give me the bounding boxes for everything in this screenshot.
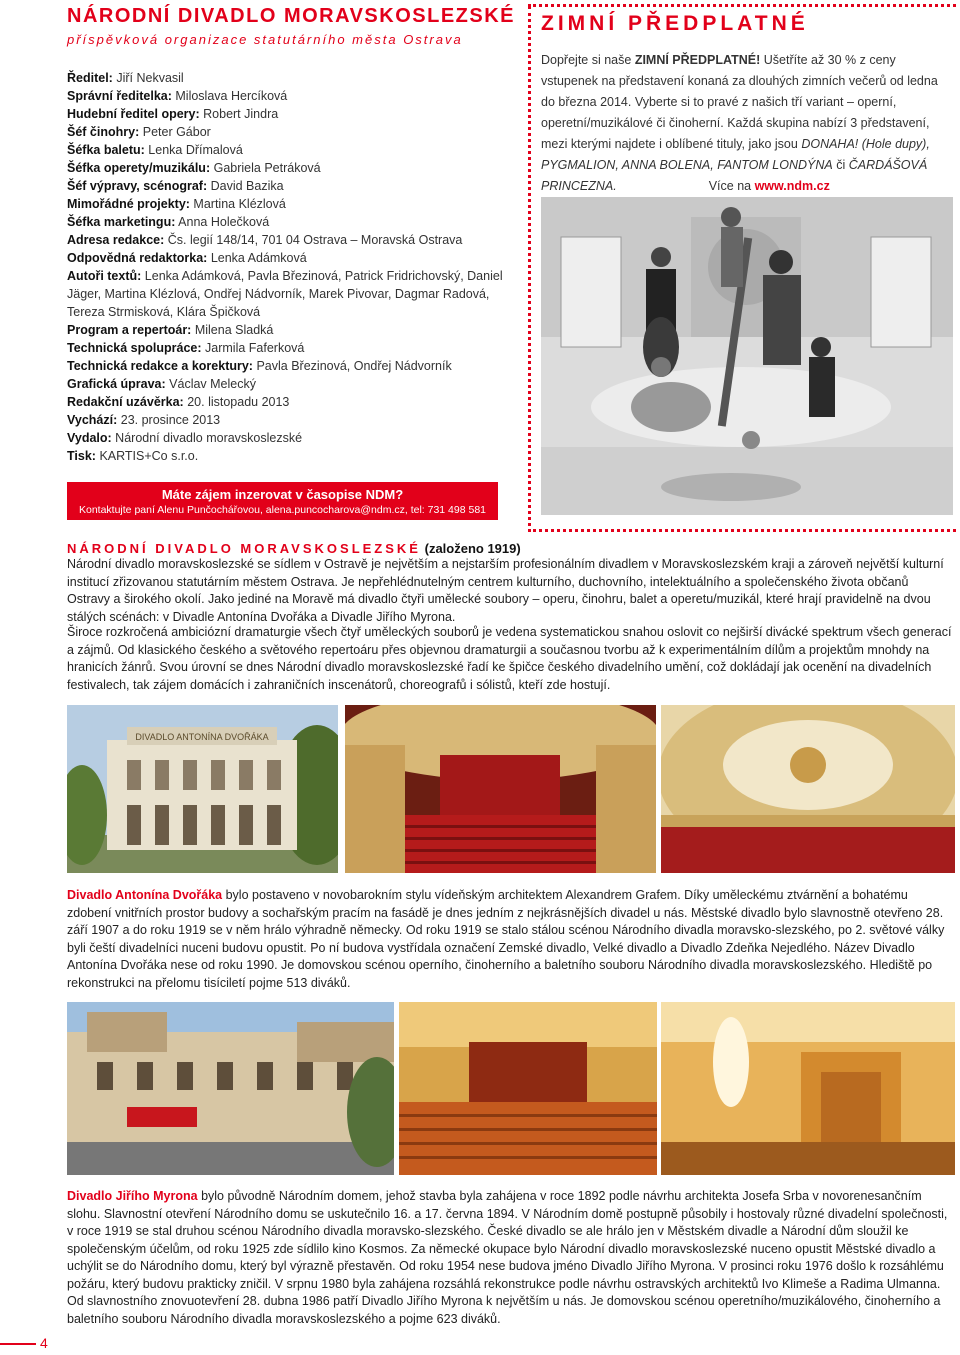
staff-row: [67, 69, 517, 87]
staff-label: Šéf činohry:: [67, 125, 140, 139]
dad-name: Divadlo Antonína Dvořáka: [67, 888, 223, 902]
staff-value: Václav Melecký: [169, 377, 256, 391]
intro-paragraph-1: Národní divadlo moravskoslezské se sídlem v Ostravě je největším a nejstarším profesionálním divadlem v Moravskoslezském kraji a zároveň největší kulturní institucí zřizovanou statutárním městem Ostrava. Je nepřehlédnutelným centrem kulturního, duchovního, intelektuálního a společenského života občanů Ostravy a širokého okolí. Jako jediné na Moravě má divadlo čtyři umělecké soubory – operu, činohru, balet a operetu/muzikál, které hrají pravidelně na dvou stálých scénách: v Divadle Antonína Dvořáka a Divadle Jiřího Myrona.: [67, 557, 944, 624]
staff-row: [67, 411, 517, 429]
dad-building-photo: [67, 705, 338, 873]
staff-value: Gabriela Petráková: [213, 161, 321, 175]
ad-contact: Kontaktujte paní Alenu Punčochářovou, alena.puncocharova@ndm.cz, tel: 731 498 581: [78, 504, 487, 516]
intro-paragraph-2: Široce rozkročená ambiciózní dramaturgie všech čtyř uměleckých souborů je vedena systematickou snahou oslovit co nejširší divácké spektrum všech generací a zájmů. Od klasického českého a světového repertoáru přes objevnou dramaturgii a současnou tvorbu až k experimentálním dílům a projektům mnohdy na hranicích žánrů. Svou úrovní se dnes Národní divadlo moravskoslezské řadí ke špičce českého divadelního umění, což dokládají jak ocenění na divadelních festivalech, tak zájem domácích i zahraničních inscenátorů, choreografů i sólistů, kteří zde hostují.: [67, 625, 952, 692]
djm-body: bylo původně Národním domem, jehož stavba byla zahájena v roce 1892 podle návrhu architekta Josefa Srba v novorenesančním slohu. Slavnostní otevření Národního domu se uskutečnilo 16. a 17. června 1894. V Národním domě postupně působily i hostovaly různé divadelní společnosti, v roce 1919 se stal druhou scénou Národního divadla moravsko-slezského. České divadlo se ale hrálo jen v Městském divadle a Národní dům sloužil ke společenským účelům, od roku 1925 zde sídlilo kino Kosmos. Za německé okupace bylo Národní divadlo moravskoslezské nuceno opustit Městské divadlo a uchýlit se do Národního domu, který byl výrazně přestavěn. Od roku 1954 nese budova jméno Divadlo Jiřího Myrona. V prosinci roku 1976 došlo k rozsáhlému požáru, který budovu prakticky zničil. V srpnu 1980 byla zahájena rozsáhlá rekonstrukce podle návrhu ostravských architektů Ivo Klimeše a Radima Ulmanna. Od slavnostního znovuotevření 28. dubna 1986 patří Divadlo Jiřího Myrona k největším u nás. Je domovskou scénou operetního/muzikálového, činoherního a baletního souboru Národního divadla moravskoslezského a pojme 623 diváků.: [67, 1189, 948, 1326]
winter-text-1: Dopřejte si naše: [541, 53, 635, 67]
page-subtitle: příspěvková organizace statutárního města Ostrava: [67, 32, 463, 47]
staff-row: [67, 375, 517, 393]
staff-label: Mimořádné projekty:: [67, 197, 190, 211]
staff-label: Šéf výpravy, scénograf:: [67, 179, 208, 193]
page-number: 4: [40, 1335, 48, 1351]
winter-highlight: ZIMNÍ PŘEDPLATNÉ!: [634, 53, 761, 67]
staff-value: Milena Sladká: [194, 323, 274, 337]
staff-label: Adresa redakce:: [67, 233, 165, 247]
dad-building-sign: DIVADLO ANTONÍNA DVOŘÁKA: [135, 732, 269, 742]
staff-label: Technická spolupráce:: [67, 341, 202, 355]
staff-value: Lenka Adámková, Pavla Březinová, Patrick Fridrichovský, Daniel Jäger, Martina Klézlová, Ondřej Nádvorník, Marek Pivovar, Dagmar Radová, Tereza Strmisková, Klára Špičková: [67, 269, 503, 319]
staff-row: [67, 87, 517, 105]
staff-label: Redakční uzávěrka:: [67, 395, 184, 409]
ad-headline: Máte zájem inzerovat v časopise NDM?: [161, 487, 404, 502]
staff-row: [67, 267, 517, 321]
staff-row: [67, 357, 517, 375]
staff-value: Jiří Nekvasil: [116, 71, 184, 85]
winter-text: [541, 50, 953, 197]
advertising-box: [67, 482, 498, 520]
staff-row: [67, 105, 517, 123]
staff-value: 23. prosince 2013: [120, 413, 221, 427]
staff-label: Hudební ředitel opery:: [67, 107, 200, 121]
page-title: NÁRODNÍ DIVADLO MORAVSKOSLEZSKÉ: [67, 5, 515, 27]
ensemble-photo: [541, 197, 953, 515]
winter-titles: DONAHA! (Hole dupy), PYGMALION, ANNA BOLENA, FANTOM LONDÝNA: [541, 137, 930, 172]
staff-label: Program a repertoár:: [67, 323, 192, 337]
staff-row: [67, 123, 517, 141]
staff-row: [67, 429, 517, 447]
section-name: NÁRODNÍ DIVADLO MORAVSKOSLEZSKÉ: [67, 541, 421, 556]
staff-label: Grafická úprava:: [67, 377, 166, 391]
staff-label: Šéfka baletu:: [67, 143, 145, 157]
staff-value: Lenka Adámková: [210, 251, 307, 265]
staff-value: Čs. legií 148/14, 701 04 Ostrava – Moravská Ostrava: [167, 233, 463, 247]
staff-label: Autoři textů:: [67, 269, 142, 283]
staff-row: [67, 159, 517, 177]
staff-label: Šéfka marketingu:: [67, 215, 176, 229]
staff-list: [67, 69, 517, 465]
staff-value: KARTIS+Co s.r.o.: [99, 449, 199, 463]
staff-row: [67, 249, 517, 267]
winter-text-3: či: [832, 158, 849, 172]
staff-label: Technická redakce a korektury:: [67, 359, 253, 373]
staff-value: Národní divadlo moravskoslezské: [115, 431, 303, 445]
staff-label: Šéfka operety/muzikálu:: [67, 161, 211, 175]
staff-row: [67, 177, 517, 195]
djm-building-photo: [67, 1002, 394, 1175]
staff-value: Martina Klézlová: [193, 197, 286, 211]
djm-auditorium-photo: [399, 1002, 657, 1175]
staff-label: Odpovědná redaktorka:: [67, 251, 208, 265]
staff-value: 20. listopadu 2013: [187, 395, 290, 409]
staff-value: Lenka Dřímalová: [148, 143, 243, 157]
dad-body: bylo postaveno v novobarokním stylu vídeňským architektem Alexandrem Grafem. Díky uměleckému ztvárnění a bohatému zdobení vnitřních prostor budovy a sochařským pracím na fasádě je dnes jedním z nejkrásnějších divadel u nás. Městské divadlo bylo slavnostně otevřeno 28. září 1907 a do roku 1919 se v něm hrálo výhradně německy. Od roku 1919 se stalo stálou scénou Národního divadla moravsko-slezského, po 2. světové války byli čeští divadelníci nuceni budovu opustit. Po ní budova vystřídala označení Zemské divadlo, Velké divadlo a Divadlo Zdeňka Nejedlého. Název Divadlo Antonína Dvořáka nese od roku 1990. Je domovskou scénou operního, činoherního a baletního souboru Národního divadla moravskoslezského. Hlediště po rekonstrukci na přelomu tisíciletí pojme 513 diváků.: [67, 888, 945, 990]
winter-box-divider: [528, 6, 531, 526]
staff-value: Pavla Březinová, Ondřej Nádvorník: [256, 359, 452, 373]
winter-text-2: Ušetříte až 30 % z ceny vstupenek na představení konaná za dlouhých zimních večerů od ledna do března 2014. Vyberte si to pravé z našich tří variant – operní, operetní/muzikálové či činoherní. Každá skupina nabízí 3 představení, mezi kterými najdete i oblíbené tituly, jako jsou: [541, 53, 938, 151]
djm-description: [67, 1188, 953, 1328]
staff-row: [67, 339, 517, 357]
staff-label: Ředitel:: [67, 71, 113, 85]
dad-description: [67, 887, 953, 992]
staff-row: [67, 195, 517, 213]
staff-value: Robert Jindra: [203, 107, 279, 121]
staff-row: [67, 231, 517, 249]
staff-value: Peter Gábor: [142, 125, 211, 139]
djm-name: Divadlo Jiřího Myrona: [67, 1189, 198, 1203]
staff-row: [67, 393, 517, 411]
section-heading: [67, 541, 521, 556]
staff-label: Vydalo:: [67, 431, 112, 445]
staff-label: Tisk:: [67, 449, 96, 463]
staff-label: Vychází:: [67, 413, 118, 427]
staff-value: David Bazika: [210, 179, 284, 193]
dad-ceiling-photo: [661, 705, 955, 873]
staff-row: [67, 447, 517, 465]
staff-row: [67, 321, 517, 339]
winter-more: Více na: [708, 179, 755, 193]
winter-title: ZIMNÍ PŘEDPLATNÉ: [541, 12, 809, 35]
staff-value: Anna Holečková: [178, 215, 270, 229]
djm-foyer-photo: [661, 1002, 955, 1175]
staff-row: [67, 141, 517, 159]
page-number-rule: [0, 1343, 36, 1345]
staff-row: [67, 213, 517, 231]
ndm-link[interactable]: www.ndm.cz: [754, 179, 830, 193]
winter-title-last: ČARDÁŠOVÁ PRINCEZNA.: [541, 158, 928, 193]
staff-label: Správní ředitelka:: [67, 89, 172, 103]
dad-auditorium-photo: [345, 705, 656, 873]
section-founded: (založeno 1919): [424, 541, 521, 556]
staff-value: Jarmila Faferková: [205, 341, 305, 355]
staff-value: Miloslava Hercíková: [175, 89, 288, 103]
